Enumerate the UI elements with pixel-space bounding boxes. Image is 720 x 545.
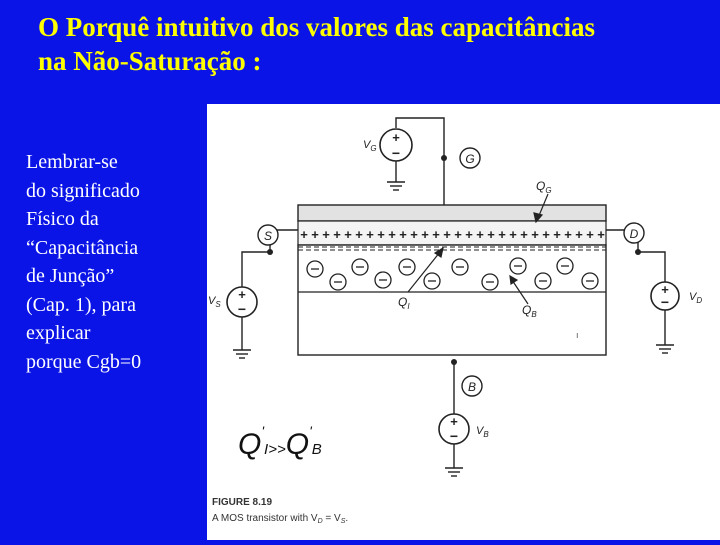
label-vs: V [208,295,216,307]
eq-prime1: ' [261,423,265,439]
label-qi-sub: I [407,302,410,311]
svg-text:+: + [344,227,352,242]
svg-text:+: + [388,227,396,242]
eq-sub2: B [311,441,322,458]
side-text-line-5: de Junção” [26,265,115,287]
svg-text:+: + [586,227,594,242]
eq-q1: Q [238,428,262,461]
mos-figure [207,104,720,540]
label-vb: V [476,425,484,437]
svg-text:VG [363,139,377,153]
terminal-g-label: G [465,152,475,166]
equation [238,423,322,461]
svg-text:+: + [450,414,458,429]
svg-text:−: − [391,145,401,161]
caption-line-1: FIGURE 8.19 [212,497,273,508]
label-vg: V [363,139,371,151]
title-line-2: na Não-Saturação : [38,46,262,76]
svg-text:+: + [443,227,451,242]
eq-prime2: ' [309,423,312,439]
terminal-b [451,359,482,396]
svg-text:+: + [311,227,319,242]
svg-text:VD [689,291,702,305]
svg-text:−: − [237,301,247,317]
svg-text:+: + [377,227,385,242]
side-text-line-1: Lembrar-se [26,151,118,173]
label-qg-sub: G [545,186,552,195]
terminal-b-label: B [467,380,477,394]
side-text-line-4: “Capacitância [26,236,139,259]
svg-text:+: + [399,227,407,242]
label-qg: Q [536,179,546,193]
voltage-source-vb [439,414,469,444]
terminal-s [258,225,278,255]
svg-text:+: + [487,227,495,242]
svg-text:+: + [661,282,669,297]
svg-text:+: + [410,227,418,242]
svg-text:+: + [454,227,462,242]
mos-diagram [207,104,720,540]
eq-sub1: I>> [264,441,286,458]
terminal-g [441,148,480,168]
side-text-line-2: do significado [26,179,140,202]
label-vg-sub: G [370,144,377,153]
label-vd: V [689,291,697,303]
label-vs-sub: S [215,300,221,309]
label-qb-sub: B [531,310,537,319]
svg-text:VB [476,425,489,439]
svg-text:+: + [542,227,550,242]
svg-text:+: + [366,227,374,242]
svg-text:+: + [564,227,572,242]
svg-text:+: + [531,227,539,242]
voltage-source-vs [227,287,257,317]
figure-caption [212,497,348,525]
terminal-s-label: S [263,229,273,243]
voltage-source-vg [380,129,412,161]
svg-text:+: + [476,227,484,242]
voltage-source-vd [651,282,679,310]
terminal-d-label: D [629,227,639,241]
svg-text:+: + [238,287,246,302]
svg-text:+: + [421,227,429,242]
side-text-line-8: porque Cgb=0 [26,350,142,373]
svg-text:+: + [553,227,561,242]
svg-text:+: + [333,227,341,242]
caption-text: A MOS transistor with V [212,513,318,524]
caption-sub-s: S [340,518,346,525]
svg-text:+: + [575,227,583,242]
svg-text:+: + [432,227,440,242]
label-qb: Q [522,303,532,317]
svg-text:+: + [322,227,330,242]
svg-text:+: + [597,227,605,242]
label-vb-sub: B [483,430,489,439]
stray-mark: ı [576,330,579,340]
svg-text:+: + [498,227,506,242]
svg-text:+: + [465,227,473,242]
terminal-d [624,223,644,255]
svg-text:+: + [300,227,308,242]
caption-sub-d: D [317,518,323,525]
side-text [26,148,201,376]
label-vd-sub: D [696,296,703,305]
label-qi: Q [398,295,408,309]
svg-text:−: − [660,294,670,310]
side-text-line-7: explicar [26,322,91,344]
svg-text:+: + [355,227,363,242]
svg-text:Q'I>>Q'B [238,423,322,461]
eq-q2: Q [285,428,310,461]
svg-text:+: + [509,227,517,242]
caption-end: . [345,513,349,524]
slide-title [38,10,708,78]
side-text-line-6: (Cap. 1), para [26,293,136,316]
svg-text:+: + [392,130,400,145]
svg-text:A MOS transistor with VD = VS. [212,513,348,525]
caption-mid: = V [322,513,341,524]
svg-text:+: + [520,227,528,242]
svg-text:−: − [449,428,459,444]
svg-text:QG [536,179,552,195]
svg-text:VS [208,295,221,309]
side-text-line-3: Físico da [26,208,99,230]
title-line-1: O Porquê intuitivo dos valores das capacitâncias [38,12,596,42]
